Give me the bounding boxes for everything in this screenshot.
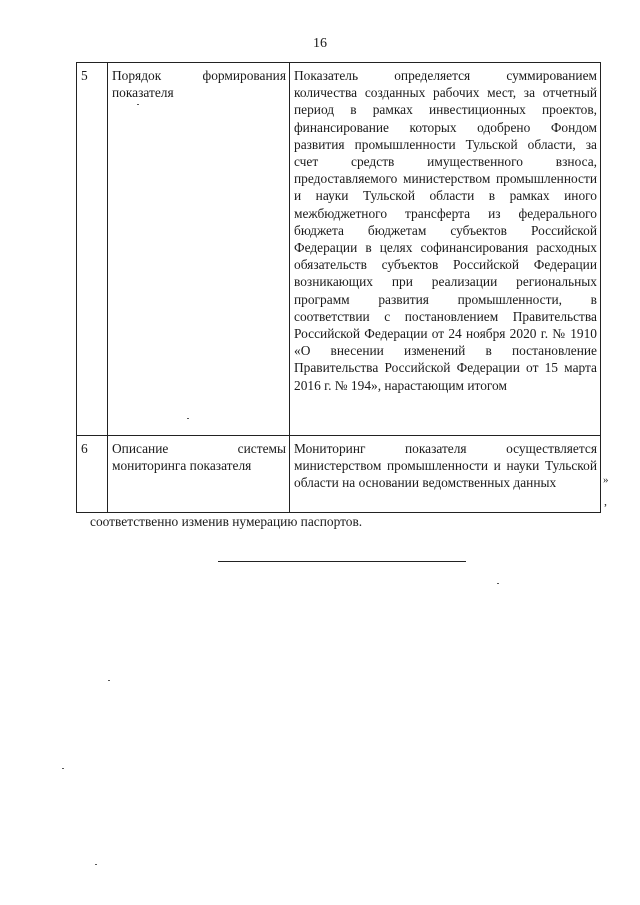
row-number-cell: 5 (77, 63, 108, 436)
table-row (77, 63, 601, 436)
page-number: 16 (313, 36, 327, 51)
scan-speck (108, 680, 110, 681)
indicator-name-cell: Описание системы мониторинга показателя (108, 436, 290, 513)
scan-speck (497, 583, 499, 584)
passport-table (76, 62, 601, 513)
trailing-comma: , (604, 494, 607, 508)
closing-quote-mark: » (603, 474, 609, 486)
indicator-name-cell: Порядок формирования показателя (108, 63, 290, 436)
scan-speck (62, 768, 64, 769)
indicator-value-cell: Мониторинг показателя осуществляется министерством промышленности и науки Тульской области на основании ведомственных данных (290, 436, 601, 513)
scan-speck (137, 104, 139, 105)
closing-paragraph: соответственно изменив нумерацию паспортов. (90, 514, 363, 529)
indicator-value-cell: Показатель определяется суммированием количества созданных рабочих мест, за отчетный период в рамках инвестиционных проектов, финансирование которых одобрено Фондом развития промышленности Тульской области, за счет средств имущественного взноса, предоставляемого министерством промышленности и науки Тульской области в рамках иного межбюджетного трансферта из федерального бюджета бюджетам субъектов Российской Федерации в целях софинансирования расходных обязательств субъектов Российской Федерации возникающих при реализации региональных программ развития промышленности, в соответствии с постановлением Правительства Российской Федерации от 24 ноября 2020 г. № 1910 «О внесении изменений в постановление Правительства Российской Федерации от 15 марта 2016 г. № 194», нарастающим итогом (290, 63, 601, 436)
scan-speck (187, 418, 189, 419)
row-number-cell: 6 (77, 436, 108, 513)
end-rule-divider (218, 561, 466, 562)
table-row (77, 436, 601, 513)
scan-speck (95, 864, 97, 865)
